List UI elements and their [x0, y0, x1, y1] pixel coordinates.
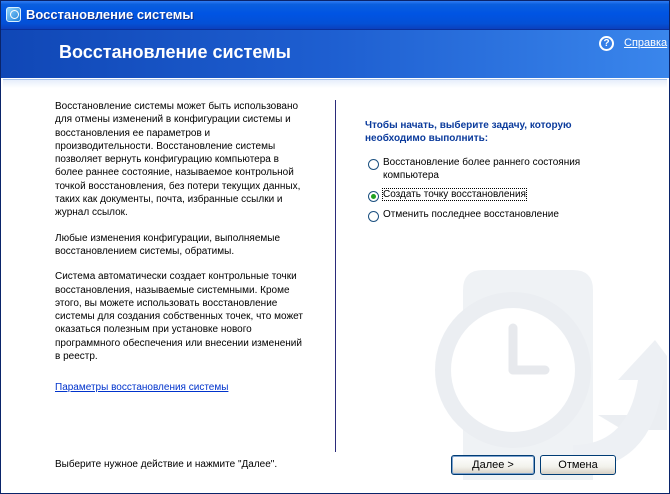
vertical-divider [335, 100, 336, 452]
next-button[interactable]: Далее > [451, 455, 535, 475]
option-create-restore-point-label: Создать точку восстановления [383, 189, 526, 200]
description-paragraph-2: Любые изменения конфигурации, выполняемые восстановлением системы, обратимы. [55, 232, 281, 257]
help-link[interactable]: Справка [624, 37, 668, 49]
description-paragraph-3: Система автоматически создает контрольные точки восстановления, называемые системными. Кроме этого, вы можете использовать восстановление системы для создания собственных точек, что может оказаться полезным при установке нового программного обеспечения или внесении изменений в реестр. [55, 271, 303, 363]
footer-instruction: Выберите нужное действие и нажмите "Далее". [55, 459, 278, 470]
window-title: Восстановление системы [26, 7, 194, 22]
clock-watermark-icon [423, 230, 667, 492]
radio-undo-last-restore[interactable] [368, 211, 379, 222]
help-question-icon[interactable]: ? [599, 36, 614, 51]
title-bar[interactable] [1, 1, 669, 30]
content-panel [3, 79, 667, 492]
option-undo-last-restore[interactable] [368, 209, 608, 222]
task-options [368, 157, 608, 228]
system-restore-icon [6, 7, 21, 22]
radio-restore-earlier-state[interactable] [368, 159, 379, 170]
task-prompt: Чтобы начать, выберите задачу, которую необходимо выполнить: [365, 120, 572, 144]
description-paragraph-1: Восстановление системы может быть использовано для отмены изменений в конфигурации системы и восстановления ее параметров и производительности. Восстановление системы позволяет вернуть конфигурацию компьютера в более раннее состояние, называемое контрольной точкой восстановления, без потери текущих данных, таких как документы, почта, избранные ссылки и журнал ссылок. [55, 101, 301, 219]
description-panel [55, 100, 305, 407]
option-restore-earlier-state-label: Восстановление более раннего состояния компьютера [383, 157, 581, 181]
page-title: Восстановление системы [59, 42, 291, 62]
header-band [1, 30, 669, 78]
restore-settings-link[interactable]: Параметры восстановления системы [55, 382, 229, 394]
option-create-restore-point[interactable] [368, 189, 608, 202]
content-top-shade [3, 80, 667, 88]
option-restore-earlier-state[interactable] [368, 157, 608, 182]
cancel-button[interactable]: Отмена [540, 455, 616, 475]
option-undo-last-restore-label: Отменить последнее восстановление [383, 208, 559, 220]
radio-create-restore-point[interactable] [368, 191, 379, 202]
